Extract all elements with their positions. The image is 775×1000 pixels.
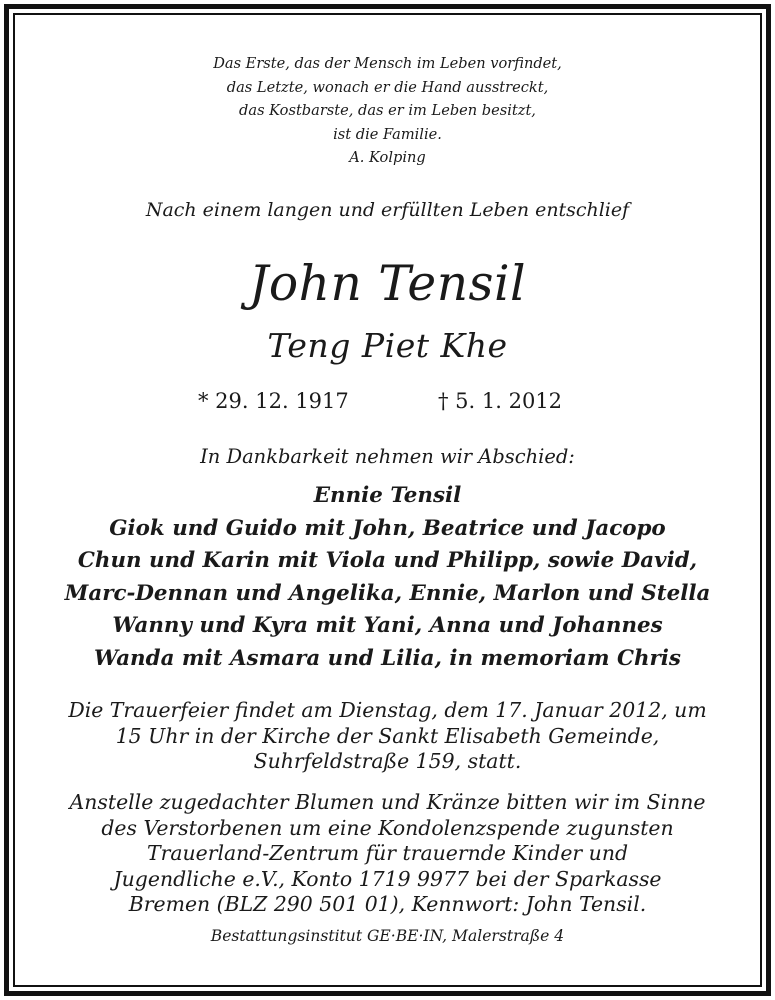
quote-block (20, 52, 755, 170)
mourners-list (20, 480, 755, 675)
ceremony-line: Suhrfeldstraße 159, statt. (253, 749, 522, 773)
deceased-birth-name: Teng Piet Khe (267, 326, 508, 365)
birth-date: * 29. 12. 1917 (198, 389, 349, 413)
mourner-line: Chun und Karin mit Viola und Philipp, sowie David, (77, 548, 698, 573)
death-date: † 5. 1. 2012 (438, 389, 563, 413)
donation-line: Jugendliche e.V., Konto 1719 9977 bei der Sparkasse (113, 866, 662, 891)
mourner-line: Giok und Guido mit John, Beatrice und Jacopo (109, 515, 666, 541)
ceremony-line: 15 Uhr in der Kirche der Sankt Elisabeth Gemeinde, (115, 723, 660, 748)
quote-line: Das Erste, das der Mensch im Leben vorfindet, (213, 55, 562, 72)
donation-line: Trauerland-Zentrum für trauernde Kinder und (146, 841, 629, 865)
quote-line: das Kostbarste, das er im Leben besitzt, (239, 102, 536, 119)
donation-line: des Verstorbenen um eine Kondolenzspende zugunsten (101, 815, 674, 840)
farewell-text: In Dankbarkeit nehmen wir Abschied: (200, 445, 575, 468)
quote-author: A. Kolping (349, 149, 426, 166)
ceremony-line: Die Trauerfeier findet am Dienstag, dem 17. Januar 2012, um (68, 698, 707, 722)
donation-line: Anstelle zugedachter Blumen und Kränze bitten wir im Sinne (69, 790, 706, 814)
deceased-name: John Tensil (248, 256, 527, 312)
funeral-home: Bestattungsinstitut GE·BE·IN, Malerstraße 4 (210, 927, 565, 945)
mourner-line: Marc-Dennan und Angelika, Ennie, Marlon und Stella (64, 580, 711, 606)
donation-line: Bremen (BLZ 290 501 01), Kennwort: John Tensil. (128, 892, 647, 916)
funeral-ceremony-info (20, 698, 755, 775)
quote-line: das Letzte, wonach er die Hand ausstreckt, (226, 78, 549, 96)
intro-text: Nach einem langen und erfüllten Leben entschlief (145, 199, 630, 221)
mourner-line: Wanny und Kyra mit Yani, Anna und Johannes (112, 613, 663, 638)
mourner-line: Ennie Tensil (313, 483, 462, 508)
donation-request (20, 790, 755, 918)
mourner-line: Wanda mit Asmara und Lilia, in memoriam Chris (94, 645, 681, 671)
quote-line: ist die Familie. (333, 125, 442, 143)
